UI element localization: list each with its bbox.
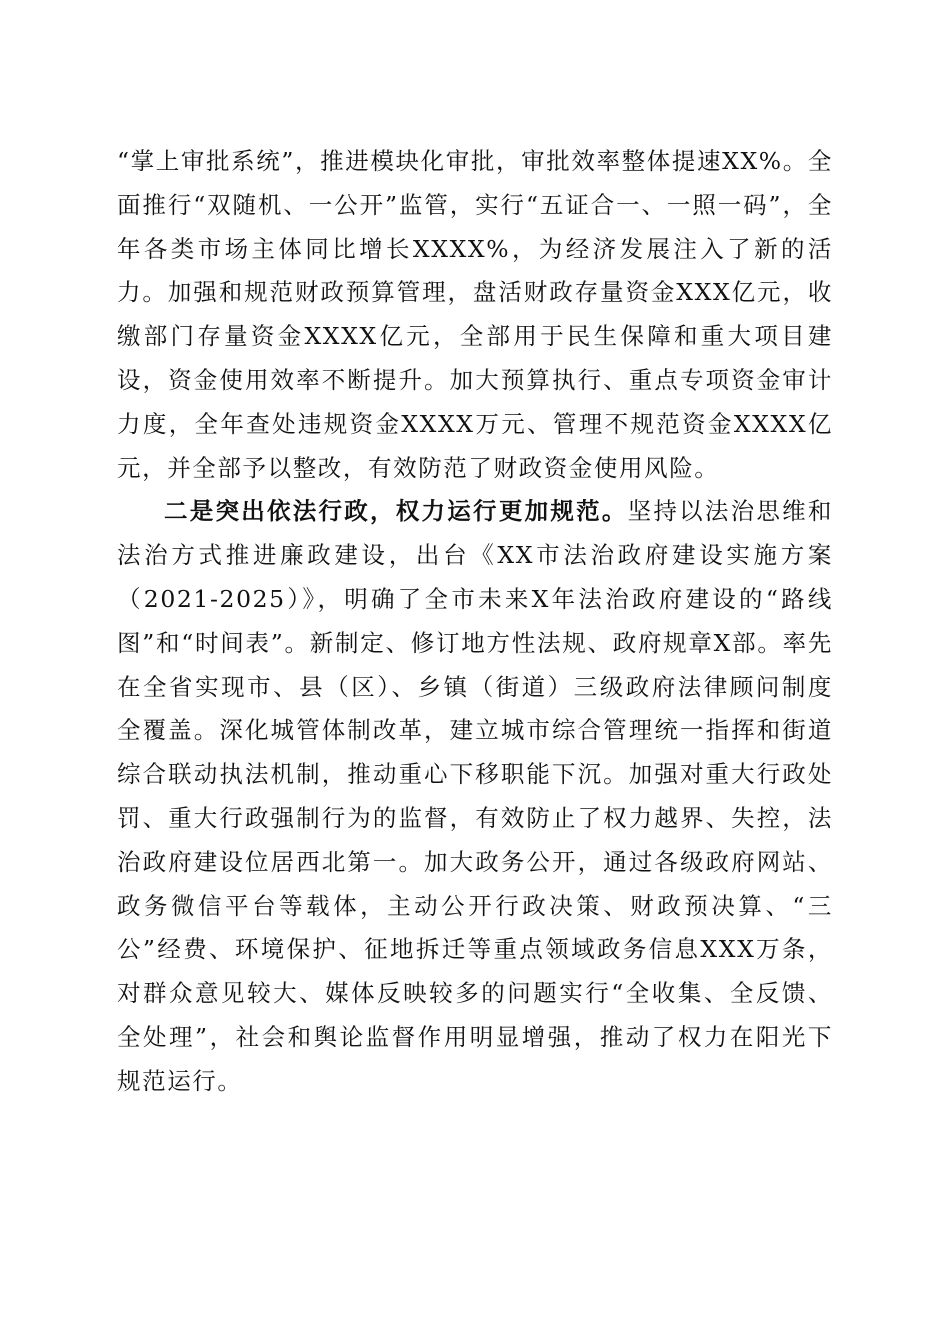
paragraph-lead-heading: 二是突出依法行政，权力运行更加规范。	[164, 497, 628, 526]
paragraph-text: “掌上审批系统”，推进模块化审批，审批效率整体提速XX%。全面推行“双随机、一公开”监管，实行“五证合一、一照一码”，全年各类市场主体同比增长XXXX%，为经济发展注入了新的活力。加强和规范财政预算管理，盘活财政存量资金XXX亿元，收缴部门存量资金XXXX亿元，全部用于民生保障和重大项目建设，资金使用效率不断提升。加大预算执行、重点专项资金审计力度，全年查处违规资金XXXX万元、管理不规范资金XXXX亿元，并全部予以整改，有效防范了财政资金使用风险。	[117, 147, 833, 482]
paragraph-continued	[117, 140, 833, 490]
paragraph-text: 坚持以法治思维和法治方式推进廉政建设，出台《XX市法治政府建设实施方案（2021-2025）》，明确了全市未来X年法治政府建设的“路线图”和“时间表”。新制定、修订地方性法规、政府规章X部。率先在全省实现市、县（区）、乡镇（街道）三级政府法律顾问制度全覆盖。深化城管体制改革，建立城市综合管理统一指挥和街道综合联动执法机制，推动重心下移职能下沉。加强对重大行政处罚、重大行政强制行为的监督，有效防止了权力越界、失控，法治政府建设位居西北第一。加大政务公开，通过各级政府网站、政务微信平台等载体，主动公开行政决策、财政预决算、“三公”经费、环境保护、征地拆迁等重点领域政务信息XXX万条，对群众意见较大、媒体反映较多的问题实行“全收集、全反馈、全处理”，社会和舆论监督作用明显增强，推动了权力在阳光下规范运行。	[117, 497, 833, 1095]
paragraph-rule-of-law	[117, 490, 833, 1103]
document-page	[117, 140, 833, 1104]
